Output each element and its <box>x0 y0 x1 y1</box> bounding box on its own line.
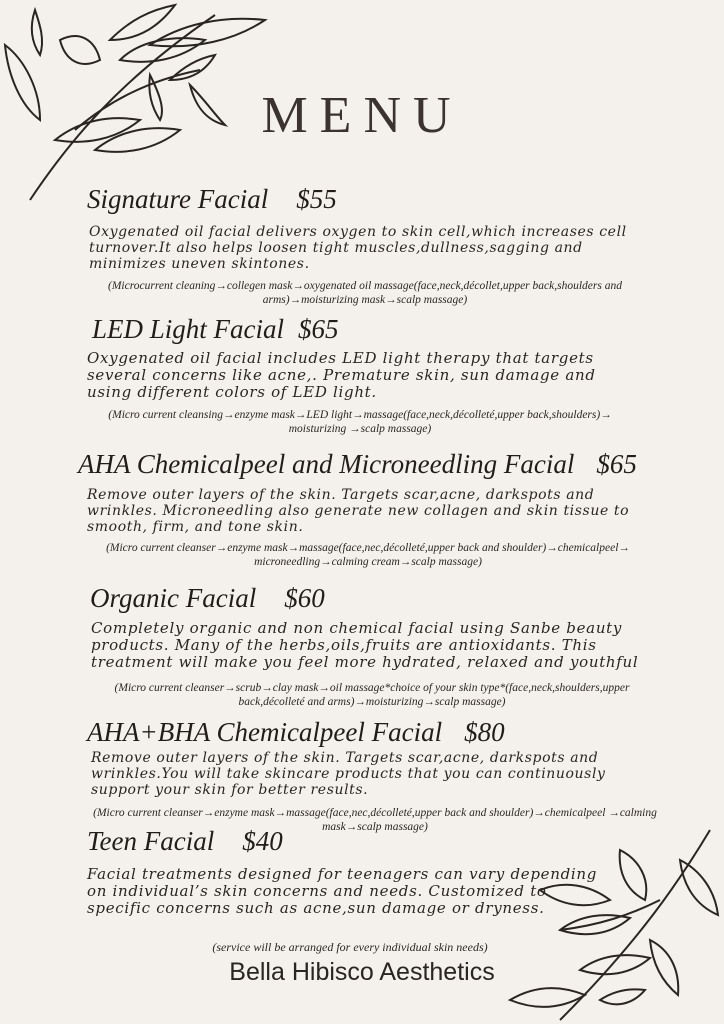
service-title-led-light-facial <box>92 314 339 345</box>
service-description: Oxygenated oil facial delivers oxygen to skin cell,which increases cell turnover.It also helps loosen tight muscles,dullness,sagging and minimizes uneven skintones. <box>89 224 627 272</box>
service-price: $65 <box>596 449 637 479</box>
service-description: Remove outer layers of the skin. Targets scar,acne, darkspots and wrinkles. Microneedling also generate new collagen and skin tissue to smooth, firm, and tone skin. <box>87 487 630 535</box>
service-note: (service will be arranged for every individual skin needs) <box>212 940 488 954</box>
service-name: LED Light Facial <box>92 314 285 344</box>
service-title-organic-facial <box>90 583 325 614</box>
service-name: Organic Facial <box>90 583 257 613</box>
service-name: Teen Facial <box>87 826 215 856</box>
service-price: $60 <box>284 583 325 613</box>
service-title-aha-microneedling <box>78 449 637 480</box>
service-steps: (Micro current cleanser→enzyme mask→massage(face,nec,décolleté,upper back and shoulder)→chemicalpeel→ microneedling→calming cream→scalp massage) <box>106 542 630 568</box>
service-description: Oxygenated oil facial includes LED light therapy that targets several concerns like acne,. Premature skin, sun damage and using different colors of LED light. <box>87 349 596 401</box>
service-name: Signature Facial <box>87 184 269 214</box>
service-description: Completely organic and non chemical facial using Sanbe beauty products. Many of the herbs,oils,fruits are antioxidants. This treatment will make you feel more hydrated, relaxed and youthful <box>91 619 639 671</box>
brand-name: Bella Hibisco Aesthetics <box>229 958 495 986</box>
service-price: $40 <box>242 826 283 856</box>
service-steps: (Micro current cleanser→scrub→clay mask→oil massage*choice of your skin type*(face,neck,shoulders,upper back,décolleté and arms)→moisturizing→scalp massage) <box>114 682 630 708</box>
menu-title: MENU <box>261 87 463 144</box>
service-name: AHA+BHA Chemicalpeel Facial <box>87 717 443 747</box>
service-description: Remove outer layers of the skin. Targets scar,acne, darkspots and wrinkles.You will take skincare products that you can continuously support your skin for better results. <box>91 750 606 798</box>
service-title-aha-bha-peel <box>87 717 505 748</box>
service-price: $55 <box>296 184 337 214</box>
service-description: Facial treatments designed for teenagers can vary depending on individual’s skin concerns and needs. Customized to specific concerns such as acne,sun damage or dryness. <box>87 865 598 917</box>
service-name: AHA Chemicalpeel and Microneedling Facial <box>78 449 575 479</box>
service-price: $65 <box>298 314 339 344</box>
service-title-teen-facial <box>87 826 283 857</box>
service-steps: (Microcurrent cleaning→collegen mask→oxygenated oil massage(face,neck,décollet,upper back,shoulders and arms)→moisturizing mask→scalp massage) <box>108 280 622 306</box>
service-steps: (Micro current cleansing→enzyme mask→LED light→massage(face,neck,décolleté,upper back,shoulders)→ moisturizing →scalp massage) <box>108 409 612 435</box>
service-steps: (Micro current cleanser→enzyme mask→massage(face,nec,décolleté,upper back and shoulder)→chemicalpeel →calming mask→scalp massage) <box>93 807 657 833</box>
leaf-branch-bottom-right <box>500 820 724 1024</box>
service-price: $80 <box>464 717 505 747</box>
service-title-signature-facial <box>87 184 337 215</box>
